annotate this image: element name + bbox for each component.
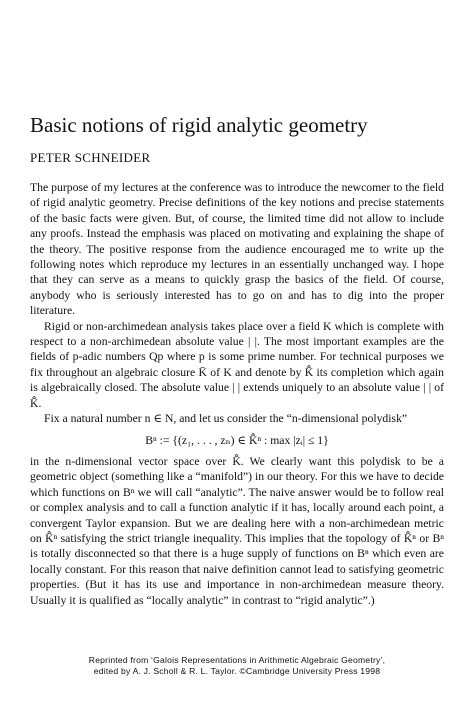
article-body xyxy=(30,180,444,608)
paragraph-intro: The purpose of my lectures at the conference was to introduce the newcomer to the field of rigid analytic geometry. Precise definitions of the key notions and precise statements of the basic facts were given. But, of course, the limited time did not allow to include any proofs. Instead the emphasis was placed on motivating and explaining the shape of the theory. The positive response from the audience encouraged me to write up the following notes which reproduce my lectures in an essentially unchanged way. I hope that they can serve as a means to quickly grasp the basics of the field. Of course, anybody who is seriously interested has to go on and has to dig into the proper literature. xyxy=(30,181,444,318)
paragraph-polydisk-intro: Fix a natural number n ∈ N, and let us consider the “n-dimensional polydisk” xyxy=(44,412,408,426)
reprint-footer xyxy=(30,655,444,677)
paragraph-rigid-analysis: Rigid or non-archimedean analysis takes place over a field K which is complete with respect to a non-archimedean absolute value | |. The most important examples are the fields of p-adic numbers Qp where p is some prime number. For technical purposes we fix throughout an algebraic closure K̄ of K and denote by K̂̄ its completion which again is algebraically closed. The absolute value | | extends uniquely to an absolute value | | of K̂̄. xyxy=(30,319,444,410)
paper-title: Basic notions of rigid analytic geometry xyxy=(30,113,368,137)
paragraph-analytic-functions: in the n-dimensional vector space over K̂̄. We clearly want this polydisk to be a geometric object (something like a “manifold”) in our theory. For this we have to decide which functions on Bⁿ we will call “analytic”. The naive answer would be to follow real or complex analysis and to call a function analytic if it has, locally around each point, a convergent Taylor expansion. But we are dealing here with a non-archimedean metric on K̂̄ⁿ satisfying the strict triangle inequality. This implies that the topology of K̂̄ⁿ or Bⁿ is totally disconnected so that there is a huge supply of functions on Bⁿ which even are locally constant. For this reason that naive definition cannot lead to satisfying geometric properties. (But it has its use and importance in non-archimedean measure theory. Usually it is qualified as “locally analytic” in contrast to “rigid analytic”.) xyxy=(30,454,444,607)
polydisk-formula: Bⁿ := {(z₁, . . . , zₙ) ∈ K̂̄ⁿ : max |zᵢ| ≤ 1} xyxy=(145,433,329,447)
paper-page xyxy=(30,0,444,710)
footer-line-2: edited by A. J. Scholl & R. L. Taylor. ©Cambridge University Press 1998 xyxy=(93,666,381,676)
author-name: PETER SCHNEIDER xyxy=(30,150,151,165)
footer-line-1: Reprinted from ‘Galois Representations in Arithmetic Algebraic Geometry’, xyxy=(88,655,386,665)
